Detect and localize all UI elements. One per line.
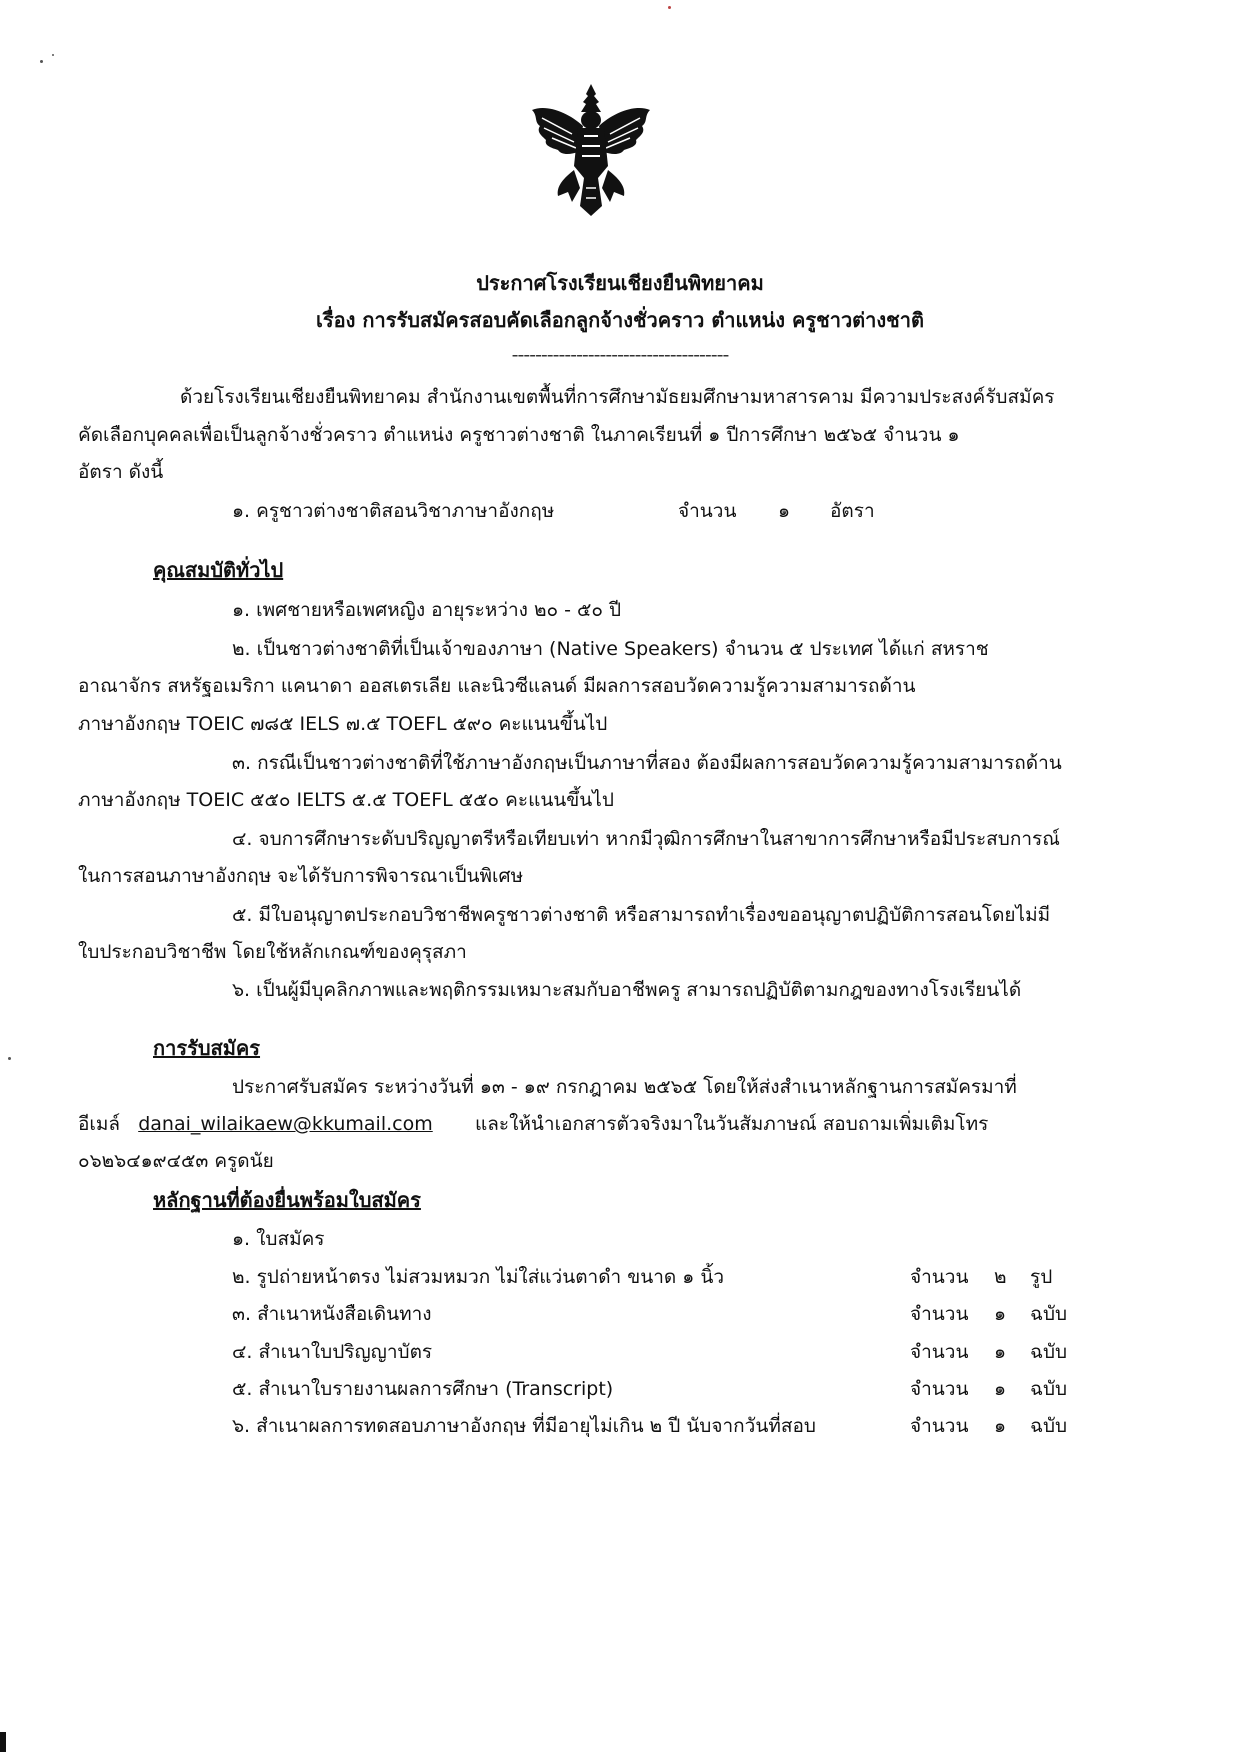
qualification-6: ๖. เป็นผู้มีบุคลิกภาพและพฤติกรรมเหมาะสมกับอาชีพครู สามารถปฏิบัติตามกฎของทางโรงเรียนได้ <box>232 979 1022 1001</box>
title-divider: ------------------------------------- <box>511 344 729 366</box>
document-item-3-label: ๓. สำเนาหนังสือเดินทาง <box>232 1303 432 1325</box>
document-item-5-count-word: จำนวน <box>910 1378 969 1400</box>
document-item-4-qty: ๑ <box>994 1341 1007 1363</box>
document-item-2-count-word: จำนวน <box>910 1266 969 1288</box>
document-item-2-qty: ๒ <box>994 1266 1007 1288</box>
intro-line-3: อัตรา ดังนี้ <box>78 461 164 483</box>
document-item-4-count-word: จำนวน <box>910 1341 969 1363</box>
position-unit: อัตรา <box>830 500 875 522</box>
document-item-6-unit: ฉบับ <box>1030 1415 1068 1437</box>
document-item-6-qty: ๑ <box>994 1415 1007 1437</box>
application-line-2-suffix: และให้นำเอกสารตัวจริงมาในวันสัมภาษณ์ สอบถามเพิ่มเติมโทร <box>475 1113 989 1135</box>
qualifications-heading: คุณสมบัติทั่วไป <box>153 558 284 582</box>
document-item-3-qty: ๑ <box>994 1303 1007 1325</box>
document-item-5-unit: ฉบับ <box>1030 1378 1068 1400</box>
document-item-6-label: ๖. สำเนาผลการทดสอบภาษาอังกฤษ ที่มีอายุไม่เกิน ๒ ปี นับจากวันที่สอบ <box>232 1415 816 1437</box>
document-item-4-unit: ฉบับ <box>1030 1341 1068 1363</box>
scan-speck <box>40 60 43 63</box>
position-count: ๑ <box>778 500 791 522</box>
intro-line-2: คัดเลือกบุคคลเพื่อเป็นลูกจ้างชั่วคราว ตำแหน่ง ครูชาวต่างชาติ ในภาคเรียนที่ ๑ ปีการศึกษา ๒๕๖๕ จำนวน ๑ <box>78 424 960 446</box>
qualification-4-line-2: ในการสอนภาษาอังกฤษ จะได้รับการพิจารณาเป็นพิเศษ <box>78 865 524 887</box>
garuda-emblem-icon <box>528 82 654 218</box>
application-heading: การรับสมัคร <box>153 1036 261 1060</box>
intro-line-1: ด้วยโรงเรียนเชียงยืนพิทยาคม สำนักงานเขตพื้นที่การศึกษามัธยมศึกษามหาสารคาม มีความประสงค์รับสมัคร <box>180 386 1055 408</box>
qualification-3-line-2: ภาษาอังกฤษ TOEIC ๕๕๐ IELTS ๕.๕ TOEFL ๕๕๐ คะแนนขึ้นไป <box>78 789 614 811</box>
document-item-2-label: ๒. รูปถ่ายหน้าตรง ไม่สวมหมวก ไม่ใส่แว่นตาดำ ขนาด ๑ นิ้ว <box>232 1266 725 1288</box>
qualification-4-line-1: ๔. จบการศึกษาระดับปริญญาตรีหรือเทียบเท่า หากมีวุฒิการศึกษาในสาขาการศึกษาหรือมีประสบการณ์ <box>232 828 1060 850</box>
qualification-2-line-2: อาณาจักร สหรัฐอเมริกา แคนาดา ออสเตรเลีย และนิวซีแลนด์ มีผลการสอบวัดความรู้ความสามารถด้าน <box>78 675 916 697</box>
document-item-6-count-word: จำนวน <box>910 1415 969 1437</box>
position-label: ๑. ครูชาวต่างชาติสอนวิชาภาษาอังกฤษ <box>232 500 555 522</box>
application-line-3: ๐๖๒๖๔๑๙๔๕๓ ครูดนัย <box>78 1150 274 1172</box>
qualification-2-line-3: ภาษาอังกฤษ TOEIC ๗๘๕ IELS ๗.๕ TOEFL ๕๙๐ คะแนนขึ้นไป <box>78 713 608 735</box>
scan-speck <box>668 6 671 9</box>
qualification-2-line-1: ๒. เป็นชาวต่างชาติที่เป็นเจ้าของภาษา (Native Speakers) จำนวน ๕ ประเทศ ได้แก่ สหราช <box>232 638 989 660</box>
document-item-3-unit: ฉบับ <box>1030 1303 1068 1325</box>
position-count-word: จำนวน <box>678 500 737 522</box>
document-item-4-label: ๔. สำเนาใบปริญญาบัตร <box>232 1341 433 1363</box>
qualification-3-line-1: ๓. กรณีเป็นชาวต่างชาติที่ใช้ภาษาอังกฤษเป็นภาษาที่สอง ต้องมีผลการสอบวัดความรู้ความสามารถด้าน <box>232 752 1062 774</box>
qualification-5-line-2: ใบประกอบวิชาชีพ โดยใช้หลักเกณฑ์ของคุรุสภา <box>78 941 467 963</box>
qualification-1: ๑. เพศชายหรือเพศหญิง อายุระหว่าง ๒๐ - ๕๐ ปี <box>232 599 622 621</box>
document-item-1-label: ๑. ใบสมัคร <box>232 1228 325 1250</box>
application-line-2 <box>78 1109 988 1139</box>
announcement-subject: เรื่อง การรับสมัครสอบคัดเลือกลูกจ้างชั่วคราว ตำแหน่ง ครูชาวต่างชาติ <box>316 308 924 332</box>
documents-heading: หลักฐานที่ต้องยื่นพร้อมใบสมัคร <box>153 1188 421 1212</box>
contact-email-link[interactable]: danai_wilaikaew@kkumail.com <box>138 1113 433 1135</box>
scan-speck <box>8 1057 11 1060</box>
announcement-title: ประกาศโรงเรียนเชียงยืนพิทยาคม <box>476 271 764 295</box>
document-item-2-unit: รูป <box>1030 1266 1053 1288</box>
qualification-5-line-1: ๕. มีใบอนุญาตประกอบวิชาชีพครูชาวต่างชาติ หรือสามารถทำเรื่องขออนุญาตปฏิบัติการสอนโดยไม่มี <box>232 904 1051 926</box>
document-item-5-label: ๕. สำเนาใบรายงานผลการศึกษา (Transcript) <box>232 1378 614 1400</box>
document-item-5-qty: ๑ <box>994 1378 1007 1400</box>
scan-speck <box>52 54 54 56</box>
document-item-3-count-word: จำนวน <box>910 1303 969 1325</box>
scan-edge-mark <box>0 1732 6 1752</box>
email-prefix: อีเมล์ <box>78 1113 121 1135</box>
application-line-1: ประกาศรับสมัคร ระหว่างวันที่ ๑๓ - ๑๙ กรกฎาคม ๒๕๖๕ โดยให้ส่งสำเนาหลักฐานการสมัครมาที่ <box>232 1076 1017 1098</box>
